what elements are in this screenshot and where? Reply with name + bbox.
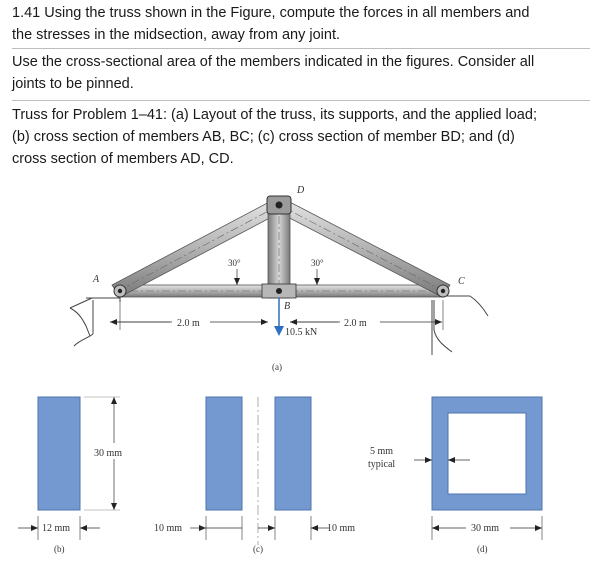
width-30mm-d-label: 30 mm [471,523,500,534]
span-left-label: 2.0 m [177,318,200,329]
span-right-label: 2.0 m [344,318,367,329]
wall-5mm-label: 5 mm [370,446,394,457]
height-30mm-label: 30 mm [94,448,123,459]
section-c-rect-right [275,397,311,510]
section-c-rect-left [206,397,242,510]
subfigure-c-label: (c) [253,544,263,554]
right-support [434,296,488,352]
problem-line-3: Use the cross-sectional area of the members indicated in the figures. Consider all [12,54,535,70]
angle-right-label: 30° [311,258,324,268]
width-10mm-d-label: 10 mm [327,523,356,534]
joint-c-label: C [458,276,465,287]
wall-typical-label: typical [368,459,396,470]
width-12mm-label: 12 mm [42,523,71,534]
section-middle-dimension [258,516,355,540]
problem-line-1: 1.41 Using the truss shown in the Figure, compute the forces in all members and [12,5,530,21]
joint-b-label: B [284,301,291,312]
section-b [18,397,140,554]
problem-line-6: (b) cross section of members AB, BC; (c) cross section of member BD; and (d) [12,129,515,145]
left-wall [74,300,93,346]
subfigure-b-label: (b) [54,544,65,554]
problem-line-2: the stresses in the midsection, away from any joint. [12,27,341,43]
section-b-rect [38,397,80,510]
section-c [154,397,311,554]
problem-line-5: Truss for Problem 1–41: (a) Layout of the truss, its supports, and the applied load; [12,107,537,123]
subfigure-d-label: (d) [477,544,488,554]
truss-layout [70,185,488,372]
section-d-inner [448,413,526,494]
joint-a-label: A [93,274,100,285]
problem-line-7: cross section of members AD, CD. [12,151,234,167]
width-10mm-c-label: 10 mm [154,523,183,534]
problem-line-4: joints to be pinned. [12,76,134,92]
load-label: 10.5 kN [285,327,318,338]
section-d [368,397,542,554]
joint-d-label: D [297,185,305,196]
left-support [70,298,120,336]
member-ad [112,199,283,297]
subfigure-a-label: (a) [272,362,282,372]
member-dc [276,199,450,297]
angle-left-label: 30° [228,258,241,268]
